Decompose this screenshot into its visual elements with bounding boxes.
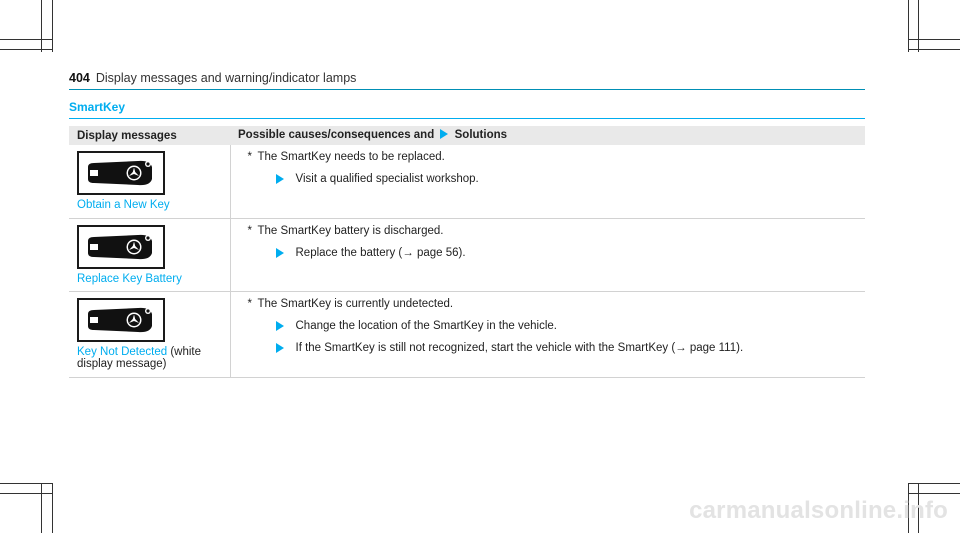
display-messages-table [69, 126, 865, 378]
crop-mark [908, 49, 960, 50]
bullet-star: * [247, 224, 252, 237]
crop-mark [52, 483, 53, 533]
bullet-star: * [247, 151, 252, 163]
table-row [69, 218, 865, 291]
column-header-causes-solutions [230, 126, 865, 145]
action-text: Replace the battery (→ page 56). [295, 246, 466, 259]
page-header [69, 71, 865, 90]
crop-mark [52, 0, 53, 52]
watermark: carmanualsonline.info [689, 497, 948, 524]
table-header-row [69, 126, 865, 145]
action-text: Change the location of the SmartKey in the vehicle. [295, 319, 557, 332]
smartkey-icon [77, 151, 165, 195]
crop-mark [41, 0, 42, 52]
section-title: SmartKey [69, 100, 865, 119]
action-item [276, 247, 858, 259]
cause-text: The SmartKey is currently undetected. [257, 297, 454, 310]
crop-mark [41, 483, 42, 533]
crop-mark [918, 0, 919, 52]
table-row [69, 145, 865, 218]
crop-mark [908, 493, 960, 494]
solution-cell [230, 218, 865, 291]
column-header-display-messages: Display messages [69, 126, 230, 145]
cause-item [247, 297, 858, 310]
message-cell [69, 218, 230, 291]
message-cell [69, 291, 230, 377]
solution-cell [230, 291, 865, 377]
bullet-star: * [247, 297, 252, 310]
action-text: If the SmartKey is still not recognized, start the vehicle with the SmartKey (→ page 111). [295, 341, 744, 354]
action-triangle-icon [276, 343, 284, 353]
display-message-name: Obtain a New Key [77, 199, 170, 211]
display-message-note: (white display message) [77, 345, 202, 370]
cause-text: The SmartKey needs to be replaced. [257, 151, 445, 163]
cause-item [247, 224, 858, 237]
action-triangle-icon [440, 129, 448, 139]
action-item [276, 320, 858, 332]
solution-cell [230, 145, 865, 218]
display-message-name: Key Not Detected (white display message) [77, 345, 202, 370]
header-solutions-label: Solutions [454, 129, 508, 142]
crop-mark [908, 483, 960, 484]
crop-mark [0, 49, 52, 50]
crop-mark [0, 39, 52, 40]
display-message-name: Replace Key Battery [77, 272, 182, 285]
crop-mark [0, 483, 52, 484]
action-triangle-icon [276, 248, 284, 258]
header-causes-label: Possible causes/consequences and [238, 129, 435, 142]
action-triangle-icon [276, 174, 284, 184]
smartkey-icon [77, 298, 165, 342]
action-item [276, 342, 858, 354]
page-number: 404 [69, 71, 90, 85]
table-row [69, 291, 865, 377]
action-triangle-icon [276, 321, 284, 331]
crop-mark [908, 0, 909, 52]
crop-mark [908, 39, 960, 40]
cause-item [247, 151, 858, 163]
smartkey-icon [77, 225, 165, 269]
cause-text: The SmartKey battery is discharged. [257, 224, 444, 237]
page-header-title: Display messages and warning/indicator lamps [95, 71, 357, 85]
action-text: Visit a qualified specialist workshop. [295, 173, 479, 185]
crop-mark [0, 493, 52, 494]
message-cell [69, 145, 230, 218]
action-item [276, 173, 858, 185]
